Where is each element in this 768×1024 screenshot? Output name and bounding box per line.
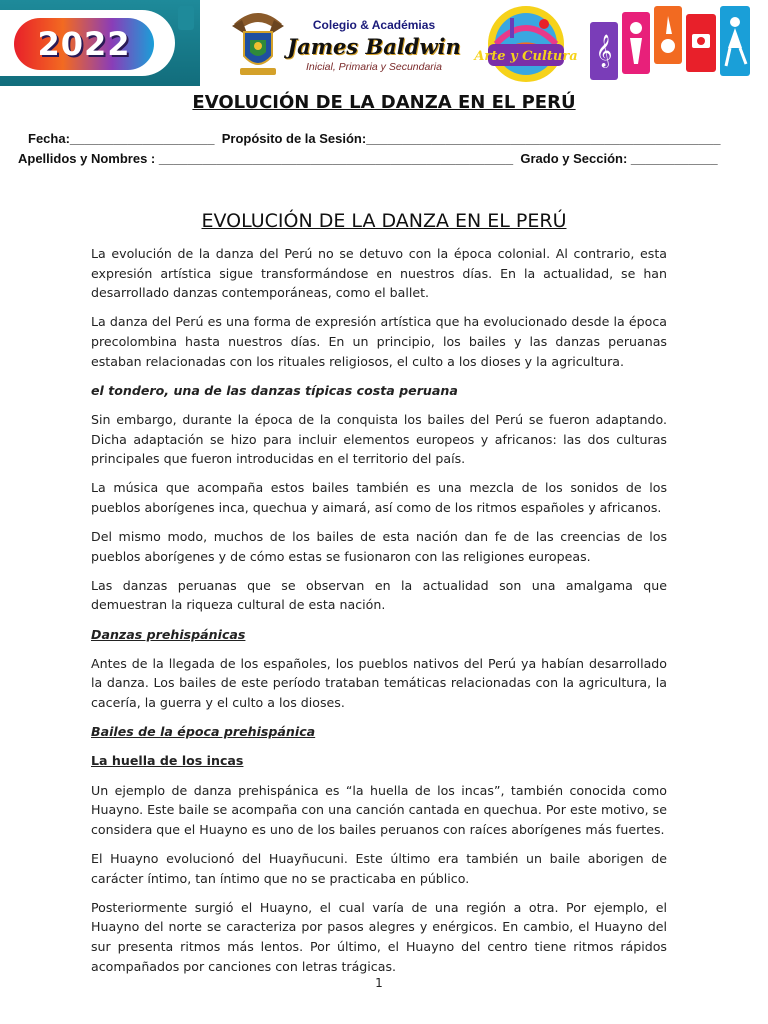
page-number: 1 — [375, 976, 383, 990]
paragraph: Sin embargo, durante la época de la conquista los bailes del Perú se fueron adaptando. Dicha adaptación se hizo para incluir elementos europeos y africanos: las dos culturas principales que fueron introducidas en el territorio del país. — [91, 411, 667, 467]
section-heading: Bailes de la época prehispánica — [91, 724, 316, 740]
year-text: 2022 — [37, 25, 131, 63]
paragraph: Antes de la llegada de los españoles, los pueblos nativos del Perú ya habían desarrollado la danza. Los bailes de este período trataban temáticas relacionadas con la agricultura, la cacería, la guerra y el culto a los dioses. — [91, 655, 667, 711]
school-subtitle: Colegio & Académias — [312, 18, 436, 32]
paragraph: Un ejemplo de danza prehispánica es “la huella de los incas”, también conocida como Huayno. Este baile se acompaña con una canción cantada en quechua. Por este motivo, se considera que el Huayno es uno de los bailes peruanos con raíces aborígenes más fuertes. — [91, 782, 667, 837]
paragraph: El Huayno evolucionó del Huayñucuni. Este último era también un baile aborigen de carácter íntimo, tan íntimo que no se practicaba en público. — [91, 850, 667, 886]
paragraph: Las danzas peruanas que se observan en la actualidad son una amalgama que demuestran la riqueza cultural de esta nación. — [91, 577, 667, 613]
form-line-name-grade: Apellidos y Nombres : _________________________________________________ Grado y Sección: ____________ — [18, 151, 718, 166]
svg-text:𝄞: 𝄞 — [595, 34, 613, 67]
school-name: James Baldwin — [287, 34, 461, 59]
school-levels: Inicial, Primaria y Secundaria — [306, 61, 442, 73]
image-caption: el tondero, una de las danzas típicas costa peruana — [91, 382, 458, 398]
school-name-block — [284, 6, 464, 82]
paragraph: Del mismo modo, muchos de los bailes de esta nación dan fe de las creencias de los pueblos aborígenes y de cómo estas se fusionaron con las religiones europeas. — [91, 529, 667, 564]
document-title-top: EVOLUCIÓN DE LA DANZA EN EL PERÚ — [192, 92, 576, 113]
arte-y-cultura-logo — [470, 4, 582, 84]
paragraph: La música que acompaña estos bailes también es una mezcla de los sonidos de los pueblos aborígenes inca, quechua y aimará, así como de los ritmos españoles y africanos. — [91, 480, 667, 515]
year-badge — [14, 18, 154, 70]
document-body — [91, 244, 667, 986]
svg-text:Arte y Cultura: Arte y Cultura — [474, 49, 578, 64]
header-banner — [0, 0, 768, 86]
paragraph: La danza del Perú es una forma de expresión artística que ha evolucionado desde la época precolombina hasta nuestros días. En un principio, los bailes y las danzas peruanas estaban relacionadas con los rituales religiosos, el culto a los dioses y la agricultura. — [91, 314, 667, 369]
document-title-main: EVOLUCIÓN DE LA DANZA EN EL PERÚ — [201, 210, 567, 232]
arts-icons-strip — [588, 4, 764, 82]
school-crest-icon — [230, 6, 286, 80]
subsection-heading: La huella de los incas — [91, 753, 244, 769]
section-heading: Danzas prehispánicas — [91, 626, 246, 642]
form-line-date-purpose: Fecha:____________________ Propósito de la Sesión:_________________________________________________ — [28, 131, 721, 146]
banner-left-panel — [0, 0, 200, 86]
paragraph: Posteriormente surgió el Huayno, el cual varía de una región a otra. Por ejemplo, el Huayno del norte se caracteriza por pasos alegres y enérgicos. En cambio, el Huayno del sur presenta ritmos más lentos. Por último, el Huayno del centro tiene ritmos rápidos acompañados por canciones con letras trágicas. — [91, 899, 667, 974]
banner-tab-mark — [178, 6, 194, 30]
paragraph: La evolución de la danza del Perú no se detuvo con la época colonial. Al contrario, esta expresión artística sigue transformándose en nuestros días. En la actualidad, se han desarrollado danzas contemporáneas, como el ballet. — [91, 246, 667, 301]
